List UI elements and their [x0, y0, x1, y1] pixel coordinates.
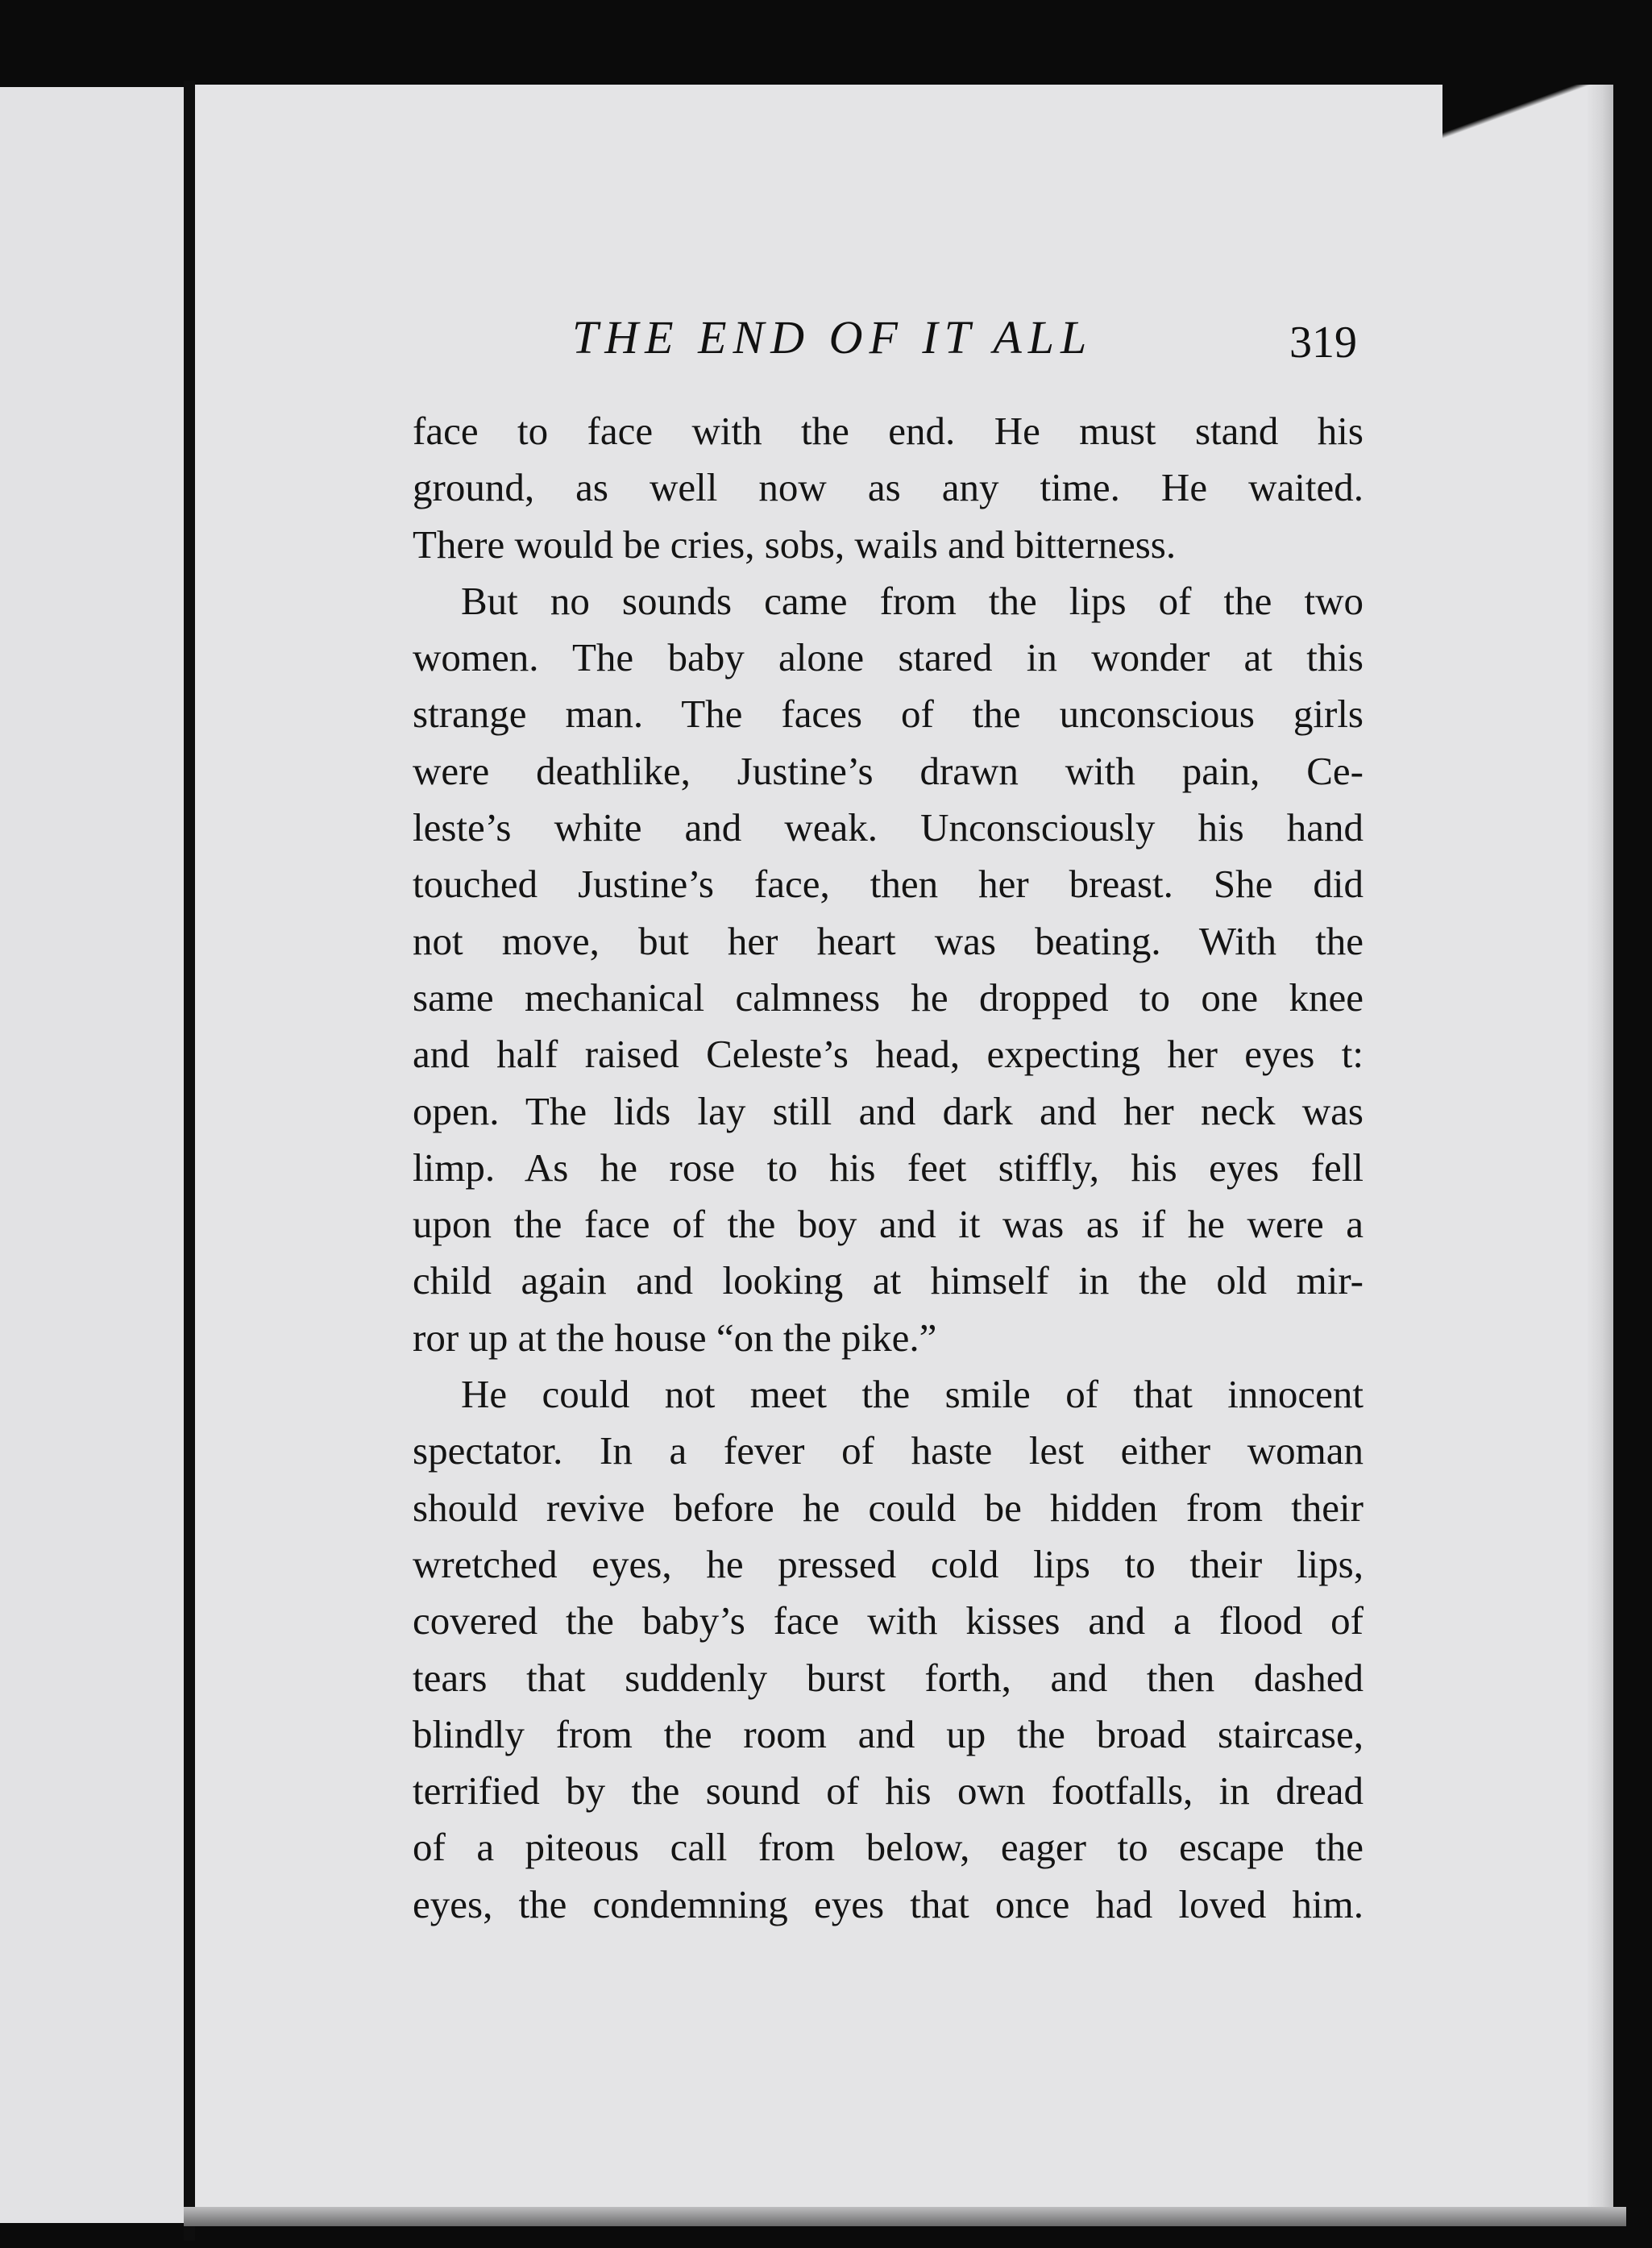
text-line: child again and looking at himself in the old mir-: [413, 1258, 1364, 1303]
body-text: [413, 403, 1364, 1933]
text-line: upon the face of the boy and it was as if he were a: [413, 1202, 1364, 1247]
facing-page-edge: [0, 87, 184, 2223]
text-line: terrified by the sound of his own footfalls, in dread: [413, 1768, 1364, 1814]
text-line: spectator. In a fever of haste lest either woman: [413, 1428, 1364, 1473]
text-line: strange man. The faces of the unconscious girls: [413, 692, 1364, 737]
text-line: women. The baby alone stared in wonder at this: [413, 635, 1364, 680]
text-line: There would be cries, sobs, wails and bitterness.: [413, 521, 1177, 567]
text-line: tears that suddenly burst forth, and then dashed: [413, 1655, 1364, 1700]
text-line: leste’s white and weak. Unconsciously his hand: [413, 805, 1364, 850]
text-line: same mechanical calmness he dropped to one knee: [413, 974, 1364, 1020]
text-line: eyes, the condemning eyes that once had loved him.: [413, 1881, 1364, 1926]
text-line: open. The lids lay still and dark and her neck was: [413, 1088, 1364, 1133]
text-line: ground, as well now as any time. He waited.: [413, 465, 1364, 510]
book-gutter: [184, 81, 195, 2241]
text-line: should revive before he could be hidden from their: [413, 1485, 1364, 1530]
text-line: But no sounds came from the lips of the two: [461, 578, 1364, 623]
page-bottom-edge: [184, 2207, 1626, 2226]
text-line: He could not meet the smile of that innocent: [461, 1372, 1364, 1417]
text-line: and half raised Celeste’s head, expecting her eyes t:: [413, 1032, 1364, 1077]
text-line: face to face with the end. He must stand his: [413, 409, 1364, 453]
text-line: touched Justine’s face, then her breast. She did: [413, 862, 1364, 907]
text-line: wretched eyes, he pressed cold lips to their lips,: [413, 1541, 1364, 1586]
page-right-edge: [1586, 85, 1613, 2221]
text-line: were deathlike, Justine’s drawn with pain, Ce-: [413, 748, 1364, 793]
text-line: of a piteous call from below, eager to escape the: [413, 1825, 1364, 1870]
text-line: limp. As he rose to his feet stiffly, his eyes fell: [413, 1145, 1364, 1190]
text-line: blindly from the room and up the broad staircase,: [413, 1711, 1364, 1756]
text-line: not move, but her heart was beating. With the: [413, 918, 1364, 963]
text-line: covered the baby’s face with kisses and a flood of: [413, 1598, 1364, 1643]
page-header: [572, 310, 1370, 383]
running-head: THE END OF IT ALL: [572, 311, 1094, 364]
page-corner-fold: [1442, 77, 1628, 157]
page-number: 319: [1289, 318, 1357, 368]
text-line: ror up at the house “on the pike.”: [413, 1315, 937, 1360]
